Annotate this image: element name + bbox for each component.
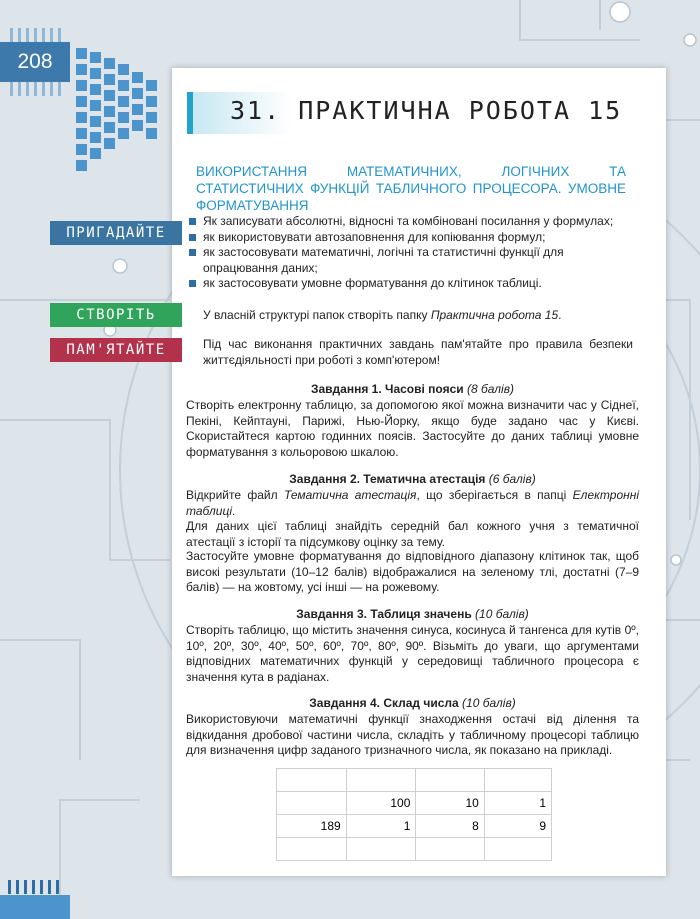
table-cell xyxy=(277,838,347,861)
bullet-icon xyxy=(189,280,196,287)
memo-text: Під час виконання практичних завдань пам'ятайте про правила безпеки життєдіяльності при роботі з комп'ютером! xyxy=(203,337,633,367)
task-1-heading: Завдання 1. Часові пояси (8 балів) xyxy=(310,382,514,396)
list-item: як застосовувати математичні, логічні та статистичні функції для опрацювання даних; xyxy=(189,245,629,276)
table-row xyxy=(277,838,552,861)
example-table xyxy=(276,768,552,861)
task-2-body: Відкрийте файл Тематична атестація, що зберігається в папці Електронні таблиці. xyxy=(186,488,639,518)
page-subtitle: ВИКОРИСТАННЯ МАТЕМАТИЧНИХ, ЛОГІЧНИХ ТА СТАТИСТИЧНИХ ФУНКЦІЙ ТАБЛИЧНОГО ПРОЦЕСОРА. УМОВНЕ ФОРМАТУВАННЯ xyxy=(196,164,626,213)
task-3-heading: Завдання 3. Таблиця значень (10 балів) xyxy=(296,607,529,621)
task-2-body-3: Застосуйте умовне форматування до відповідного діапазону клітинок так, щоб високі результати (10–12 балів) відображалися на зеленому тлі, достатні (7–9 балів) — на жовтому, усі інші — на рожевому. xyxy=(186,549,639,594)
table-row xyxy=(277,792,552,815)
task-4-heading: Завдання 4. Склад числа (10 балів) xyxy=(309,696,516,710)
list-item: Як записувати абсолютні, відносні та комбіновані посилання у формулах; xyxy=(189,214,629,230)
table-cell xyxy=(416,769,484,792)
tag-memo: ПАМ'ЯТАЙТЕ xyxy=(50,338,182,362)
table-row xyxy=(277,815,552,838)
table-cell: 100 xyxy=(346,792,416,815)
list-item: як використовувати автозаповнення для копіювання формул; xyxy=(189,230,629,246)
remember-list xyxy=(189,214,629,292)
bullet-icon xyxy=(189,249,196,256)
task-4-body: Використовуючи математичні функції знаходження остачі від ділення та відкидання дробової частини числа, складіть у табличному процесорі таблицю для визначення цифр заданого тризначного числа, як показано на прикладі. xyxy=(186,712,639,757)
table-cell: 8 xyxy=(416,815,484,838)
table-row xyxy=(277,769,552,792)
bullet-icon xyxy=(189,234,196,241)
task-3-body: Створіть таблицю, що містить значення синуса, косинуса й тангенса для кутів 0º, 10º, 20º, 30º, 40º, 50º, 60º, 70º, 80º, 90º. Візьміть до уваги, що аргументами відповідних математичних функцій у середовищі табличного процесора є значення кута в радіанах. xyxy=(186,623,639,684)
table-cell xyxy=(484,769,551,792)
table-cell xyxy=(484,838,551,861)
page-title: 31. ПРАКТИЧНА РОБОТА 15 xyxy=(230,96,623,125)
table-cell xyxy=(346,769,416,792)
list-item: як застосовувати умовне форматування до клітинок таблиці. xyxy=(189,276,629,292)
table-cell: 1 xyxy=(346,815,416,838)
create-text: У власній структурі папок створіть папку Практична робота 15. xyxy=(203,308,562,322)
table-cell: 189 xyxy=(277,815,347,838)
task-1-body: Створіть електронну таблицю, за допомогою якої можна визначити час у Сіднеї, Пекіні, Кейптауні, Парижі, Нью-Йорку, якщо буде задано час у Києві. Скористайтеся картою годинних поясів. Застосуйте до даних таблиці умовне форматування з кольоровою шкалою. xyxy=(186,398,639,459)
table-cell xyxy=(277,769,347,792)
tag-create: СТВОРІТЬ xyxy=(50,303,182,327)
task-2-heading: Завдання 2. Тематична атестація (6 балів) xyxy=(289,472,536,486)
table-cell: 10 xyxy=(416,792,484,815)
table-cell xyxy=(416,838,484,861)
task-2-body-2: Для даних цієї таблиці знайдіть середній бал кожного учня з тематичної атестації з історії та підсумкову оцінку за тему. xyxy=(186,519,639,549)
page-number: 208 xyxy=(0,42,70,82)
table-cell: 1 xyxy=(484,792,551,815)
table-cell: 9 xyxy=(484,815,551,838)
table-cell xyxy=(277,792,347,815)
bullet-icon xyxy=(189,218,196,225)
table-cell xyxy=(346,838,416,861)
tag-remember: ПРИГАДАЙТЕ xyxy=(50,221,182,245)
